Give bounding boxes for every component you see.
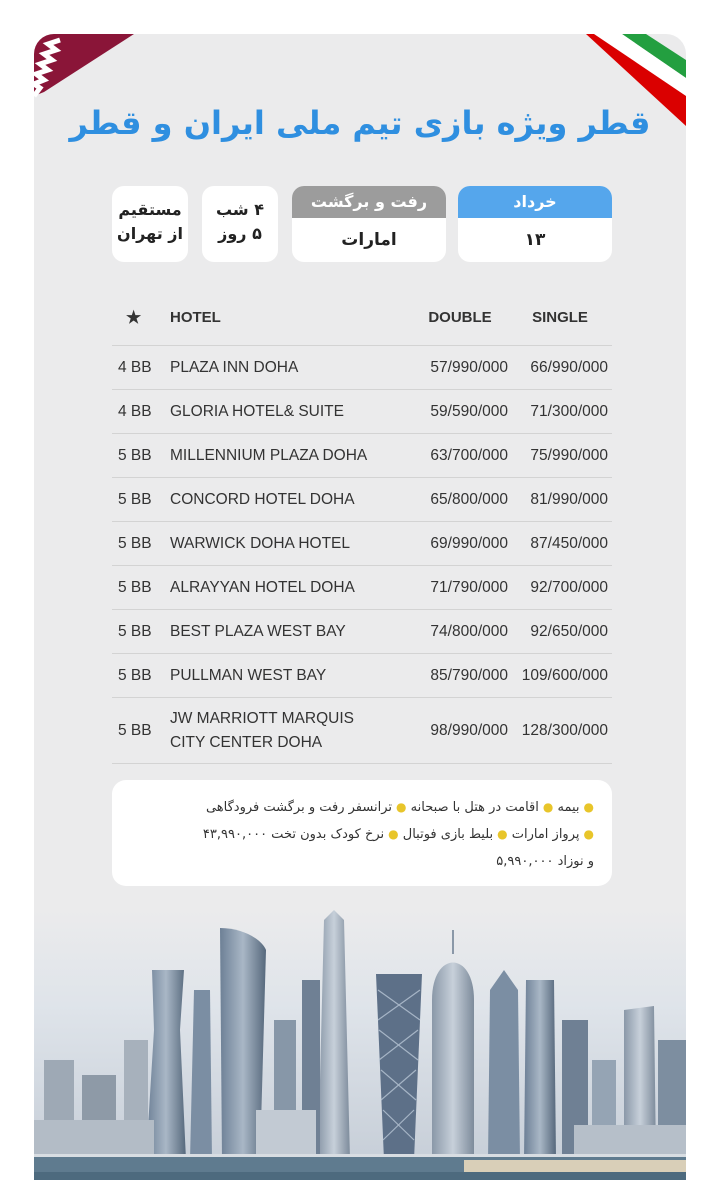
hotel-name: ALRAYYAN HOTEL DOHA: [170, 578, 355, 596]
single-price: 71/300/000: [530, 402, 608, 420]
double-price: 59/590/000: [430, 402, 508, 420]
price-table: [112, 290, 612, 764]
bullet-icon: ●: [388, 827, 399, 841]
bullet-icon: ●: [497, 827, 508, 841]
double-price: 69/990/000: [430, 534, 508, 552]
table-row: [112, 654, 612, 698]
single-price: 92/650/000: [530, 622, 608, 640]
single-price: 128/300/000: [521, 721, 608, 739]
star-rating: 5 BB: [118, 622, 152, 640]
qatar-flag-icon: [34, 34, 134, 114]
inclusions-box: [112, 780, 612, 886]
direct-box: [112, 186, 188, 262]
flight-value: امارات: [341, 230, 397, 250]
star-rating: 5 BB: [118, 490, 152, 508]
star-rating: 5 BB: [118, 721, 152, 739]
doha-skyline-image: [34, 910, 686, 1180]
table-row: [112, 522, 612, 566]
date-box: [458, 186, 612, 262]
table-row: [112, 698, 612, 764]
star-rating: 5 BB: [118, 578, 152, 596]
bullet-icon: ●: [583, 800, 594, 814]
star-rating: 5 BB: [118, 534, 152, 552]
inclusion-item: ترانسفر رفت و برگشت فرودگاهی: [205, 800, 393, 815]
hotel-name: GLORIA HOTEL& SUITE: [170, 402, 344, 420]
duration-box: [202, 186, 278, 262]
hotel-name-line2: CITY CENTER DOHA: [170, 733, 323, 751]
hotel-name-line1: JW MARRIOTT MARQUIS: [170, 709, 354, 727]
table-row: [112, 434, 612, 478]
single-price: 109/600/000: [521, 666, 608, 684]
bullet-icon: ●: [542, 800, 554, 814]
inclusion-item: نرخ کودک بدون تخت ۴۳,۹۹۰,۰۰۰: [202, 827, 385, 842]
star-rating: 4 BB: [118, 358, 152, 376]
inclusion-item: بلیط بازی فوتبال: [402, 827, 494, 842]
days-text: ۵ روز: [218, 224, 262, 243]
table-row: [112, 566, 612, 610]
hotel-header: HOTEL: [170, 308, 221, 326]
table-row: [112, 346, 612, 390]
inclusion-item: بیمه: [557, 800, 580, 815]
inclusions-line-3: و نوزاد ۵,۹۹۰,۰۰۰: [496, 854, 594, 869]
single-price: 87/450/000: [530, 534, 608, 552]
double-price: 63/700/000: [430, 446, 508, 464]
double-price: 57/990/000: [430, 358, 508, 376]
double-price: 71/790/000: [430, 578, 508, 596]
date-value: ۱۳: [524, 230, 546, 250]
single-price: 66/990/000: [530, 358, 608, 376]
single-header: SINGLE: [532, 309, 588, 326]
inclusion-item: پرواز امارات: [511, 827, 580, 842]
hotel-name: PULLMAN WEST BAY: [170, 666, 327, 684]
hotel-name: MILLENNIUM PLAZA DOHA: [170, 446, 368, 464]
table-row: [112, 390, 612, 434]
table-header: [112, 290, 612, 346]
bullet-icon: ●: [396, 800, 407, 814]
double-price: 65/800/000: [430, 490, 508, 508]
hotel-name: PLAZA INN DOHA: [170, 358, 299, 376]
star-rating: 5 BB: [118, 666, 152, 684]
double-price: 85/790/000: [430, 666, 508, 684]
star-header-icon: ★: [126, 307, 142, 327]
date-label: خرداد: [458, 186, 612, 218]
double-price: 98/990/000: [430, 721, 508, 739]
page-title: قطر ویژه بازی تیم ملی ایران و قطر: [69, 104, 651, 142]
inclusion-item: اقامت در هتل با صبحانه: [410, 800, 539, 815]
hotel-name: [162, 707, 412, 755]
nights-text: ۴ شب: [215, 200, 264, 219]
hotel-name: CONCORD HOTEL DOHA: [170, 490, 355, 508]
flight-box: [292, 186, 446, 262]
single-price: 81/990/000: [530, 490, 608, 508]
table-row: [112, 478, 612, 522]
inclusions-line-1: [130, 794, 594, 821]
origin-text: از تهران: [117, 224, 183, 243]
star-rating: 4 BB: [118, 402, 152, 420]
bullet-icon: ●: [583, 827, 594, 841]
hotel-name: BEST PLAZA WEST BAY: [170, 622, 346, 640]
direct-text: مستقیم: [118, 200, 182, 219]
star-rating: 5 BB: [118, 446, 152, 464]
single-price: 92/700/000: [530, 578, 608, 596]
poster-card: [34, 34, 686, 1180]
single-price: 75/990/000: [530, 446, 608, 464]
inclusions-line-2: [130, 821, 594, 848]
flight-label: رفت و برگشت: [292, 186, 446, 218]
double-header: DOUBLE: [428, 309, 492, 326]
table-row: [112, 610, 612, 654]
double-price: 74/800/000: [430, 622, 508, 640]
hotel-name: WARWICK DOHA HOTEL: [170, 534, 350, 552]
